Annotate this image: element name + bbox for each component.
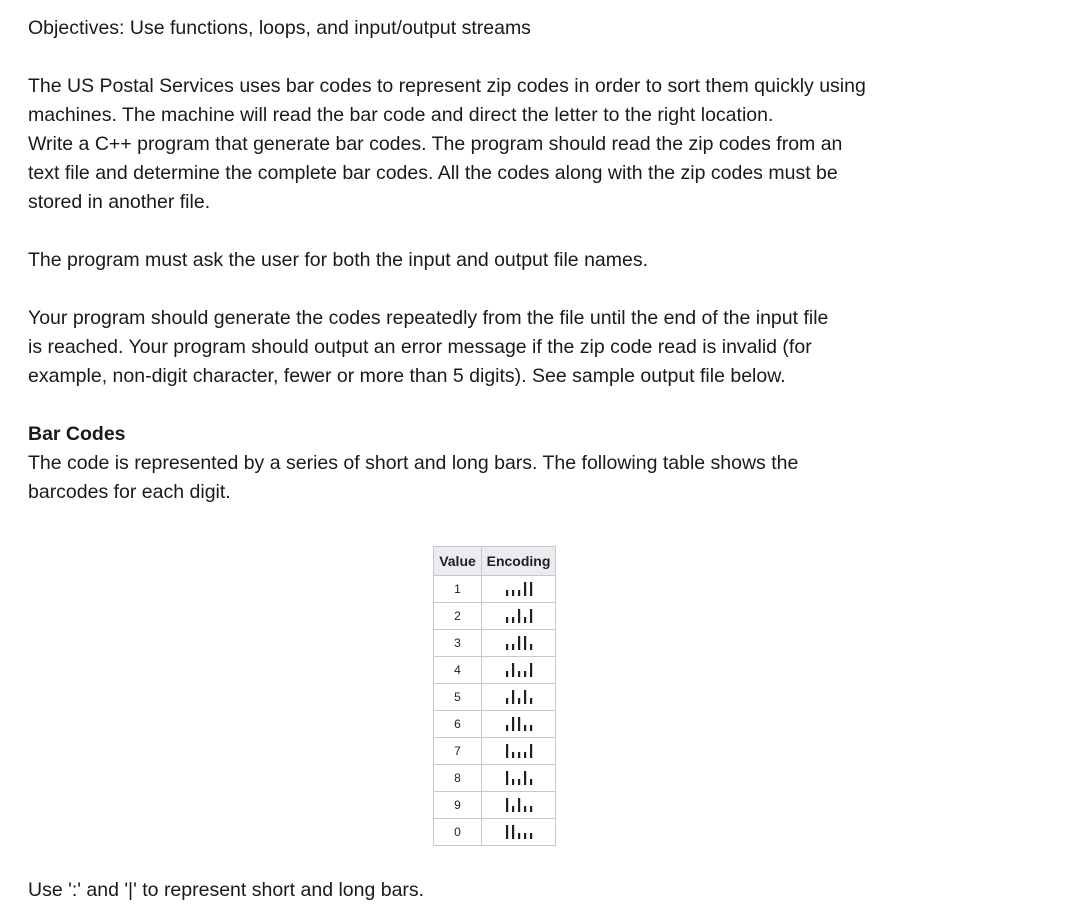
barcode-table-container xyxy=(433,546,556,846)
long-bar xyxy=(506,771,508,785)
short-bar xyxy=(518,671,520,677)
encoding-column-header: Encoding xyxy=(482,547,556,576)
barcode-table xyxy=(433,546,556,846)
encoding-cell xyxy=(482,711,556,738)
short-bar xyxy=(530,725,532,731)
barcode-pattern xyxy=(503,607,535,625)
long-bar xyxy=(524,636,526,650)
long-bar xyxy=(506,744,508,758)
long-bar xyxy=(518,636,520,650)
short-bar xyxy=(518,833,520,839)
barcode-pattern xyxy=(503,823,535,841)
value-column-header: Value xyxy=(434,547,482,576)
barcode-pattern xyxy=(503,715,535,733)
short-bar xyxy=(506,671,508,677)
paragraph1-line: Write a C++ program that generate bar codes. The program should read the zip codes from an xyxy=(28,133,843,155)
long-bar xyxy=(530,663,532,677)
encoding-cell xyxy=(482,738,556,765)
objectives-line: Objectives: Use functions, loops, and input/output streams xyxy=(28,17,531,39)
barcode-pattern xyxy=(503,661,535,679)
digit-value-cell: 9 xyxy=(434,792,482,819)
short-bar xyxy=(524,725,526,731)
barcode-pattern xyxy=(503,580,535,598)
document-body xyxy=(28,14,1038,507)
digit-value-cell: 6 xyxy=(434,711,482,738)
short-bar xyxy=(530,833,532,839)
long-bar xyxy=(530,582,532,596)
short-bar xyxy=(530,644,532,650)
table-row xyxy=(434,738,556,765)
encoding-cell xyxy=(482,792,556,819)
short-bar xyxy=(518,752,520,758)
encoding-cell xyxy=(482,630,556,657)
table-row xyxy=(434,576,556,603)
long-bar xyxy=(518,609,520,623)
short-bar xyxy=(506,617,508,623)
encoding-cell xyxy=(482,603,556,630)
short-bar xyxy=(530,806,532,812)
long-bar xyxy=(512,690,514,704)
table-row xyxy=(434,711,556,738)
short-bar xyxy=(512,806,514,812)
long-bar xyxy=(530,609,532,623)
long-bar xyxy=(524,582,526,596)
table-row xyxy=(434,684,556,711)
short-bar xyxy=(512,752,514,758)
encoding-cell xyxy=(482,576,556,603)
short-bar xyxy=(506,644,508,650)
paragraph1-line: stored in another file. xyxy=(28,191,211,213)
encoding-cell xyxy=(482,819,556,846)
barcode-pattern xyxy=(503,688,535,706)
long-bar xyxy=(512,663,514,677)
long-bar xyxy=(524,771,526,785)
encoding-cell xyxy=(482,765,556,792)
paragraph4-line: The code is represented by a series of short and long bars. The following table shows the xyxy=(28,452,799,474)
paragraph1-line: text file and determine the complete bar codes. All the codes along with the zip codes must be xyxy=(28,162,838,184)
short-bar xyxy=(518,698,520,704)
short-bar xyxy=(524,752,526,758)
encoding-cell xyxy=(482,684,556,711)
short-bar xyxy=(506,590,508,596)
encoding-cell xyxy=(482,657,556,684)
table-row xyxy=(434,792,556,819)
digit-value-cell: 7 xyxy=(434,738,482,765)
paragraph1-line: The US Postal Services uses bar codes to represent zip codes in order to sort them quickly using xyxy=(28,75,866,97)
table-header-row xyxy=(434,547,556,576)
barcode-table-body xyxy=(434,576,556,846)
paragraph1-line: machines. The machine will read the bar code and direct the letter to the right location. xyxy=(28,104,774,126)
short-bar xyxy=(512,590,514,596)
long-bar xyxy=(518,717,520,731)
short-bar xyxy=(518,590,520,596)
short-bar xyxy=(512,644,514,650)
long-bar xyxy=(506,798,508,812)
paragraph3-line: example, non-digit character, fewer or more than 5 digits). See sample output file below. xyxy=(28,365,786,387)
short-bar xyxy=(512,779,514,785)
long-bar xyxy=(506,825,508,839)
digit-value-cell: 8 xyxy=(434,765,482,792)
table-row xyxy=(434,819,556,846)
paragraph4-line: barcodes for each digit. xyxy=(28,481,231,503)
long-bar xyxy=(512,825,514,839)
paragraph3-line: is reached. Your program should output an error message if the zip code read is invalid (for xyxy=(28,336,812,358)
long-bar xyxy=(512,717,514,731)
barcode-pattern xyxy=(503,742,535,760)
short-bar xyxy=(524,806,526,812)
long-bar xyxy=(524,690,526,704)
digit-value-cell: 3 xyxy=(434,630,482,657)
barcode-pattern xyxy=(503,634,535,652)
paragraph3-line: Your program should generate the codes repeatedly from the file until the end of the input file xyxy=(28,307,829,329)
barcode-pattern xyxy=(503,769,535,787)
table-row xyxy=(434,630,556,657)
digit-value-cell: 4 xyxy=(434,657,482,684)
digit-value-cell: 2 xyxy=(434,603,482,630)
long-bar xyxy=(518,798,520,812)
short-bar xyxy=(506,725,508,731)
barcode-pattern xyxy=(503,796,535,814)
short-bar xyxy=(524,617,526,623)
paragraph2-line: The program must ask the user for both the input and output file names. xyxy=(28,249,649,271)
long-bar xyxy=(530,744,532,758)
short-bar xyxy=(524,833,526,839)
digit-value-cell: 0 xyxy=(434,819,482,846)
short-bar xyxy=(524,671,526,677)
footer-note: Use ':' and '|' to represent short and long bars. xyxy=(28,879,425,901)
short-bar xyxy=(506,698,508,704)
short-bar xyxy=(518,779,520,785)
table-row xyxy=(434,765,556,792)
digit-value-cell: 1 xyxy=(434,576,482,603)
short-bar xyxy=(530,779,532,785)
table-row xyxy=(434,603,556,630)
short-bar xyxy=(530,698,532,704)
table-row xyxy=(434,657,556,684)
section-heading: Bar Codes xyxy=(28,423,126,445)
digit-value-cell: 5 xyxy=(434,684,482,711)
short-bar xyxy=(512,617,514,623)
